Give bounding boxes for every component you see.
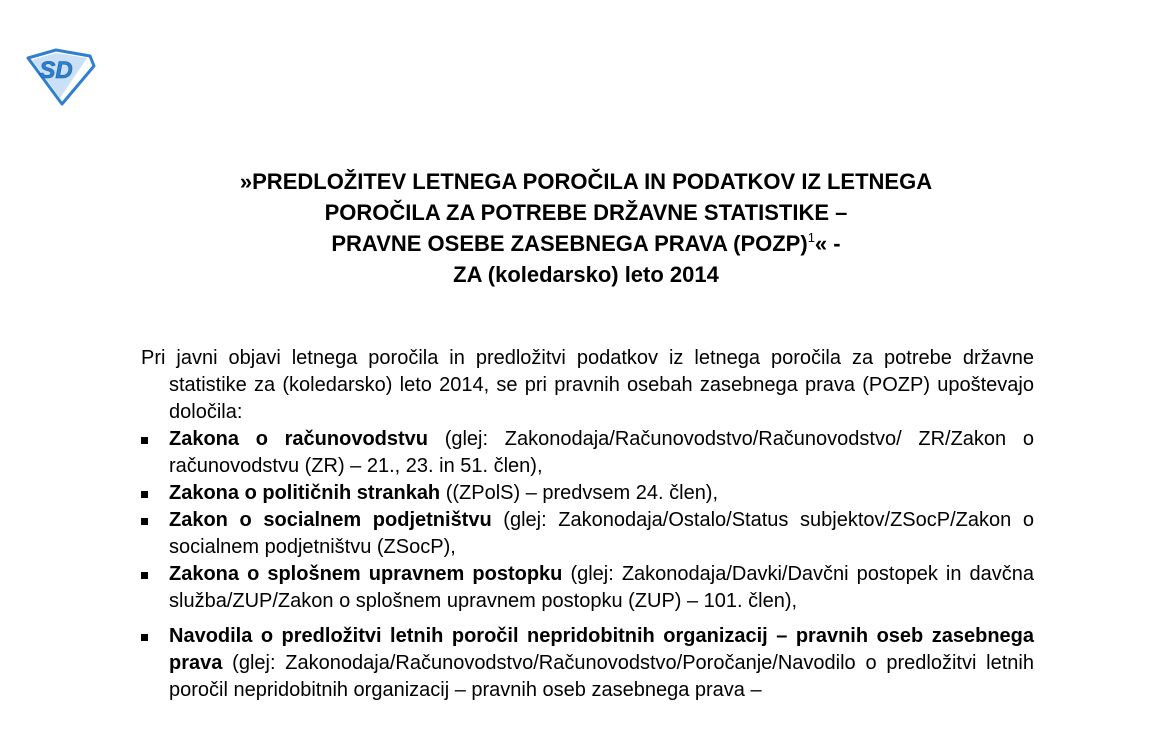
bullet-icon: [141, 437, 148, 444]
list-item: [141, 561, 1034, 615]
item-text: ((ZPolS) – predvsem 24. člen),: [440, 482, 719, 504]
footnote-reference[interactable]: 1: [807, 230, 815, 245]
title-line-2: POROČILA ZA POTREBE DRŽAVNE STATISTIKE –: [324, 200, 848, 225]
item-bold-text: Navodila o predložitvi letnih poročil nepridobitnih organizacij – pravnih oseb zasebnega prava: [169, 625, 1034, 674]
item-bold-text: Zakona o splošnem upravnem postopku: [169, 563, 563, 585]
title-line-4: ZA (koledarsko) leto 2014: [453, 262, 719, 287]
item-text: (glej: Zakonodaja/Računovodstvo/Računovodstvo/Poročanje/Navodilo o predložitvi letnih poročil nepridobitnih organizacij – pravnih oseb zasebnega prava –: [169, 652, 1034, 701]
list-item: [141, 426, 1034, 480]
title-line-3-text: PRAVNE OSEBE ZASEBNEGA PRAVA (POZP): [331, 231, 808, 256]
item-bold-text: Zakon o socialnem podjetništvu: [169, 509, 492, 531]
bullet-icon: [141, 491, 148, 498]
item-bold-text: Zakona o političnih strankah: [169, 482, 441, 504]
title-line-3-end: « -: [814, 231, 841, 256]
item-text: (glej: Zakonodaja/Davki/Davčni postopek in davčna služba/ZUP/Zakon o splošnem upravnem postopku (ZUP) – 101. člen),: [169, 563, 1035, 612]
list-item: [141, 623, 1034, 704]
regulations-list: [141, 426, 1034, 704]
title-line-1: »PREDLOŽITEV LETNEGA POROČILA IN PODATKOV IZ LETNEGA: [239, 169, 933, 194]
intro-paragraph: Pri javni objavi letnega poročila in predložitvi podatkov iz letnega poročila za potrebe državne statistike za (koledarsko) leto 2014, se pri pravnih osebah zasebnega prava (POZP) upoštevajo določila:: [141, 347, 1034, 423]
list-item: [141, 480, 1034, 507]
bullet-icon: [141, 634, 148, 641]
item-bold-text: Zakona o računovodstvu: [169, 428, 428, 450]
sd-logo-icon: [22, 48, 96, 106]
item-text: (glej: Zakonodaja/Ostalo/Status subjektov/ZSocP/Zakon o socialnem podjetništvu (ZSocP),: [169, 509, 1034, 558]
bullet-icon: [141, 572, 148, 579]
document-body: [141, 345, 1034, 704]
title-line-3: [120, 228, 1052, 259]
document-title: [120, 166, 1052, 290]
logo-text: SD: [39, 57, 73, 84]
item-text: (glej: Zakonodaja/Računovodstvo/Računovodstvo/ ZR/Zakon o računovodstvu (ZR) – 21., 23. in 51. člen),: [169, 428, 1034, 477]
bullet-icon: [141, 518, 148, 525]
list-item: [141, 507, 1034, 561]
